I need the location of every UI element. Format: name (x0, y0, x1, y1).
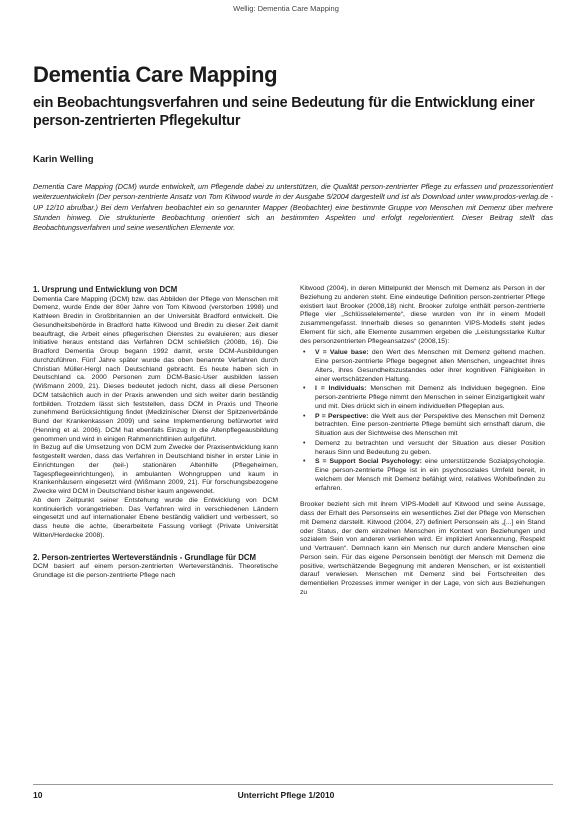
article-subtitle: ein Beobachtungsverfahren und seine Bedeutung für die Entwicklung einer person-zentrierten Pflegekultur (33, 95, 535, 129)
right-column (300, 285, 545, 598)
bullet-lead: P = Perspective: (315, 412, 369, 420)
bullet-item (300, 413, 545, 439)
body-paragraph: DCM basiert auf einem person-zentrierten Werteverständnis. Theoretische Grundlage ist die person-zentrierte Pflege nach (33, 563, 278, 579)
section-heading-2: 2. Person-zentriertes Werteverständnis - Grundlage für DCM (33, 552, 256, 562)
page-number: 10 (33, 790, 43, 800)
vips-bullet-list (300, 349, 545, 493)
bullet-text: den Wert des Menschen mit Demenz geltend machen. Eine person-zentrierte Pflege begegnet allen Menschen, ungeachtet ihres Alters, ihres Gesundheitszustandes oder ihrer kognitiven Fähigkeiten in einer wertschätzenden Haltung. (315, 349, 546, 383)
body-paragraph: Dementia Care Mapping (DCM) bzw. das Abbilden der Pflege von Menschen mit Demenz, wurde Ende der 80er Jahre von Tom Kitwood (verstorben 1998) und Kathleen Bredin in Großbritannien an der Universität Bradford entwickelt. Die Gesundheitsbehörde in Bradford hatte Kitwood und Bredin zu dieser Zeit damit beauftragt, die Arbeit eines pflegerischen Dienstes zu evaluieren; aus dieser Initiative heraus entstand das Verfahren DCM schließlich (2008b, 16). Die Bradford Dementia Group begann 1992 damit, erste DCM-Ausbildungen durchzuführen. Fünf Jahre später wurde das oben benannte Verfahren durch Christian Müller-Hergl nach Deutschland gebracht. Es heute haben sich in Deutschland ca. 2000 Personen zum DCM-Basic-User ausbilden lassen (Wißmann 2009, 21). Dieses bedeutet jedoch nicht, dass all diese Personen DCM tatsächlich auch in der Praxis anwenden und sich weiter darin beständig fortbilden. Trotzdem lässt sich feststellen, dass DCM in Praxis und Theorie zunehmend Berücksichtigung findet (Medizinischer Dienst der Spitzenverbände Bund der Krankenkassen 2009) und seine Implementierung befürwortet wird (Henning et al. 2006). DCM hat ebenfalls Einzug in die Altenpflegeausbildung genommen und wird in einigen Rahmenrichtlinien aufgeführt. (33, 295, 278, 443)
section-heading-1: 1. Ursprung und Entwicklung von DCM (33, 285, 178, 294)
bullet-text: Menschen mit Demenz als Individuen begegnen. Eine person-zentrierte Pflege nimmt den Menschen in seiner Einzigartigkeit wahr und mit. Dies drückt sich in einem individuellen Pflegeplan aus. (315, 385, 545, 410)
author-name: Karin Welling (33, 154, 94, 165)
bullet-text: Demenz zu betrachten und versucht der Situation aus dieser Position heraus Sinn und Bedeutung zu geben. (315, 439, 545, 456)
bullet-item (300, 440, 545, 458)
journal-name: Unterricht Pflege 1/2010 (237, 790, 335, 800)
bullet-item (300, 349, 545, 384)
body-paragraph: Kitwood (2004), in deren Mittelpunkt der Mensch mit Demenz als Person in der Beziehung zu anderen steht. Eine eindeutige Definition person-zentrierter Pflege existiert laut Brooker (2008,18) nicht. Brooker zufolge enthält person-zentrierte Pflege vier „Schlüsselelemente“, diese wurden von ihr in einem Modell zusammengefasst. Innerhalb dieses so genannten VIPS-Modells steht jedes Element für sich, alle Elemente zusammen ergeben die „Leistungsstarke Kultur des personzentrierten Pflegeansatzes“ (2008,15): (300, 285, 545, 345)
bullet-lead: I = Individuals: (315, 385, 367, 393)
article-title: Dementia Care Mapping (33, 62, 278, 87)
bullet-text: eine unterstützende Sozialpsychologie. Eine person-zentrierte Pflege ist in ein psychosoziales Umfeld bereit, in welchem der Mensch mit Demenz befähigt wird, relatives Wohlbefinden zu erfahren. (315, 458, 546, 492)
left-column (33, 285, 278, 581)
bullet-text: die Welt aus der Perspektive des Menschen mit Demenz betrachten. Eine person-zentrierte Pflege bemüht sich ernsthaft darum, die Situation aus der Sichtweise des Menschen mit (315, 412, 545, 437)
intro-paragraph: Dementia Care Mapping (DCM) wurde entwickelt, um Pflegende dabei zu unterstützen, die Qualität person-zentrierter Pflege zu erfassen und prozessorientiert weiterzuentwickeln (Der person-zentrierte Ansatz von Tom Kitwood wurde in der Ausgabe 5/2004 dargestellt und ist als Download unter www.prodos-verlag.de - UP 12/10 abrufbar.) Bei dem Verfahren beobachtet ein so genannter Mapper (Beobachter) eine bestimmte Gruppe von Menschen mit Demenz über mehrere Stunden hinweg. Die strukturierte Beobachtung orientiert sich an bestimmten Aspekten und erfolgt regelorientiert. Dieser Beitrag stellt das Beobachtungsverfahren und seine wesentlichen Elemente vor. (33, 182, 553, 233)
bullet-lead: S = Support Social Psychology: (315, 458, 422, 466)
footer-divider (33, 784, 553, 785)
running-head: Wellig: Dementia Care Mapping (233, 4, 339, 13)
body-paragraph: Ab dem Zeitpunkt seiner Entstehung wurde die Entwicklung von DCM kontinuierlich vorangetrieben. Das Verfahren wird in verschiedenen Ländern eingesetzt und auf internationaler Ebene beständig validiert und verbessert, so dass heute die achte, überarbeitete Fassung vorliegt (Private Universität Witten/Herdecke 2008). (33, 496, 278, 539)
body-paragraph: In Bezug auf die Umsetzung von DCM zum Zwecke der Praxisentwicklung kann festgestellt werden, dass das Verfahren in Deutschland bisher in erster Linie in Einrichtungen der (teil-) stationären Altenhilfe (Pflegeheimen, Tagespflegeeinrichtungen), in ambulanten Wohngruppen und kaum in Krankenhäusern eingesetzt wird (Wißmann 2009, 21). Für forschungsbezogene Zwecke wird DCM in Deutschland bisher kaum angewendet. (33, 444, 278, 495)
bullet-item (300, 458, 545, 493)
bullet-item (300, 385, 545, 411)
bullet-lead: V = Value base: (315, 349, 369, 357)
body-paragraph: Brooker bezieht sich mit ihrem VIPS-Modell auf Kitwood und seine Aussage, dass der Erhalt des Personseins ein wesentliches Ziel der Pflege von Menschen mit Demenz darstellt. Kitwood (2004, 27) definiert Personsein als „[...] ein Stand oder Status, der dem einzelnen Menschen im Kontext von Beziehungen und sozialem Sein von anderen verliehen wird. Er impliziert Anerkennung, Respekt und Vertrauen“. Demnach kann ein Mensch nur durch andere Menschen eine Person sein. Für das eigene Personsein benötigt der Mensch mit Demenz die positive, wertschätzende Begegnung mit anderen Menschen, er ist existentiell darauf verwiesen. Menschen mit Demenz sind bei Fortschreiten des dementiellen Prozesses immer weniger in der Lage, von sich aus Beziehungen zu (300, 501, 545, 596)
